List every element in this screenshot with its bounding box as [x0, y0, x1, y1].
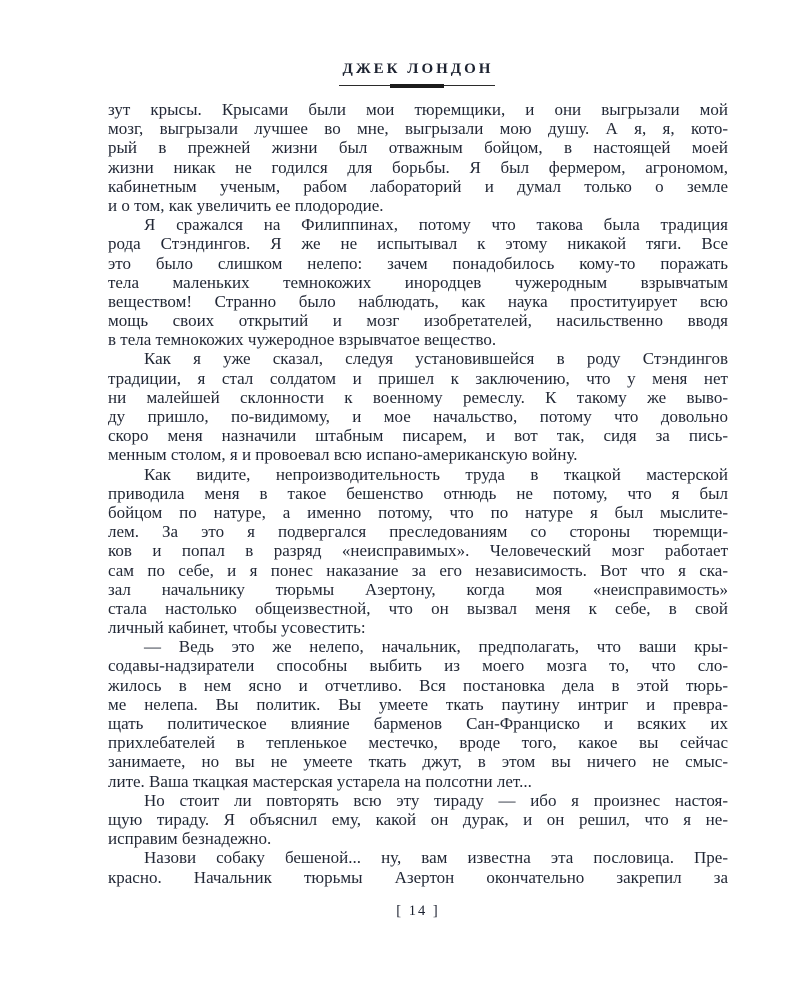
text-line: зут крысы. Крысами были мои тюремщики, и они выгрызали мой [108, 100, 728, 119]
text-line: щать политическое влияние барменов Сан-Франциско и всяких их [108, 714, 728, 733]
text-line: прихлебателей в тепленькое местечко, вроде того, какое вы сейчас [108, 733, 728, 753]
header-rule-thick-segment [390, 84, 444, 88]
text-line: Как видите, непроизводительность труда в ткацкой мастерской [144, 464, 728, 484]
text-line: мозг, выгрызали лучшее во мне, выгрызали мою душу. А я, я, кото- [108, 119, 728, 139]
body-text [108, 100, 728, 887]
text-line: веществом! Странно было наблюдать, как наука проституирует всю [108, 291, 728, 311]
text-line: и о том, как увеличить ее плодородие. [108, 195, 384, 215]
text-line: бойцом по натуре, а именно потому, что по натуре я был мыслите- [108, 502, 728, 522]
text-line: кабинетным ученым, рабом лабораторий и думал только о земле [108, 176, 728, 196]
text-line: Как я уже сказал, следуя установившейся в роду Стэндингов [144, 349, 728, 369]
text-line: красно. Начальник тюрьмы Азертон окончательно закрепил за [108, 867, 728, 887]
text-line: жилось в нем ясно и отчетливо. Вся постановка дела в этой тюрь- [108, 675, 728, 695]
text-line: скоро меня назначили штабным писарем, и вот так, сидя за пись- [108, 426, 728, 446]
paragraph [108, 215, 728, 349]
text-line: сам по себе, и я понес наказание за его независимость. Вот что я ска- [108, 560, 728, 580]
text-line: ме нелепа. Вы политик. Вы умеете ткать паутину интриг и превра- [108, 694, 728, 714]
text-line: в тела темнокожих чужеродное взрывчатое вещество. [108, 330, 497, 350]
paragraph [108, 848, 728, 886]
text-line: приводила меня в такое бешенство отнюдь не потому, что я был [108, 483, 728, 503]
header-rule-ornament [339, 85, 495, 86]
text-line: — Ведь это же нелепо, начальник, предполагать, что ваши кры- [144, 637, 728, 657]
paragraph [108, 349, 728, 464]
text-line: традиции, я стал солдатом и пришел к заключению, что у меня нет [108, 368, 728, 388]
text-line: лите. Ваша ткацкая мастерская устарела на полсотни лет... [108, 771, 532, 791]
text-line: это было слишком нелепо: зачем понадобилось кому-то поражать [108, 253, 728, 273]
text-line: стала настолько общеизвестной, что он вызвал меня к себе, в свой [108, 598, 728, 618]
text-line: рода Стэндингов. Я же не испытывал к этому никакой тяги. Все [108, 234, 728, 254]
text-line: Но стоит ли повторять всю эту тираду — ибо я произнес настоя- [144, 790, 728, 810]
text-line: рый в прежней жизни был отважным бойцом, в настоящей моей [108, 138, 728, 158]
paragraph [108, 465, 728, 638]
paragraph [108, 100, 728, 215]
text-line: тела маленьких темнокожих инородцев чужеродным взрывчатым [108, 272, 728, 292]
text-line: исправим безнадежно. [108, 829, 272, 849]
paragraph [108, 791, 728, 849]
text-line: Я сражался на Филиппинах, потому что такова была традиция [144, 215, 728, 235]
text-line: содавы-надзиратели способны выбить из моего мозга то, что сло- [108, 656, 728, 676]
text-line: лем. За это я подвергался преследованиям со стороны тюремщи- [108, 522, 728, 542]
text-line: менным столом, я и провоевал всю испано-американскую войну. [108, 445, 578, 465]
running-head-author: ДЖЕК ЛОНДОН [342, 61, 494, 77]
page-number: [ 14 ] [396, 903, 440, 919]
text-line: ков и попал в разряд «неисправимых». Человеческий мозг работает [108, 541, 728, 561]
paragraph [108, 637, 728, 791]
text-line: жизни никак не годился для борьбы. Я был фермером, агрономом, [108, 157, 728, 177]
text-line: мощь своих открытий и мозг изобретателей, насильственно вводя [108, 311, 728, 331]
text-line: щую тираду. Я объяснил ему, какой он дурак, и он решил, что я не- [108, 809, 728, 829]
text-line: личный кабинет, чтобы усовестить: [108, 618, 366, 638]
text-line: ду пришло, по-видимому, и мое начальство, потому что довольно [108, 407, 728, 426]
text-line: ни малейшей склонности к военному ремеслу. К такому же выво- [108, 387, 728, 407]
text-line: Назови собаку бешеной... ну, вам известна эта пословица. Пре- [144, 848, 728, 868]
text-line: занимаете, но вы не умеете ткать джут, в этом вы ничего не смыс- [108, 752, 728, 772]
text-line: зал начальнику тюрьмы Азертону, когда моя «неисправимость» [108, 579, 728, 599]
